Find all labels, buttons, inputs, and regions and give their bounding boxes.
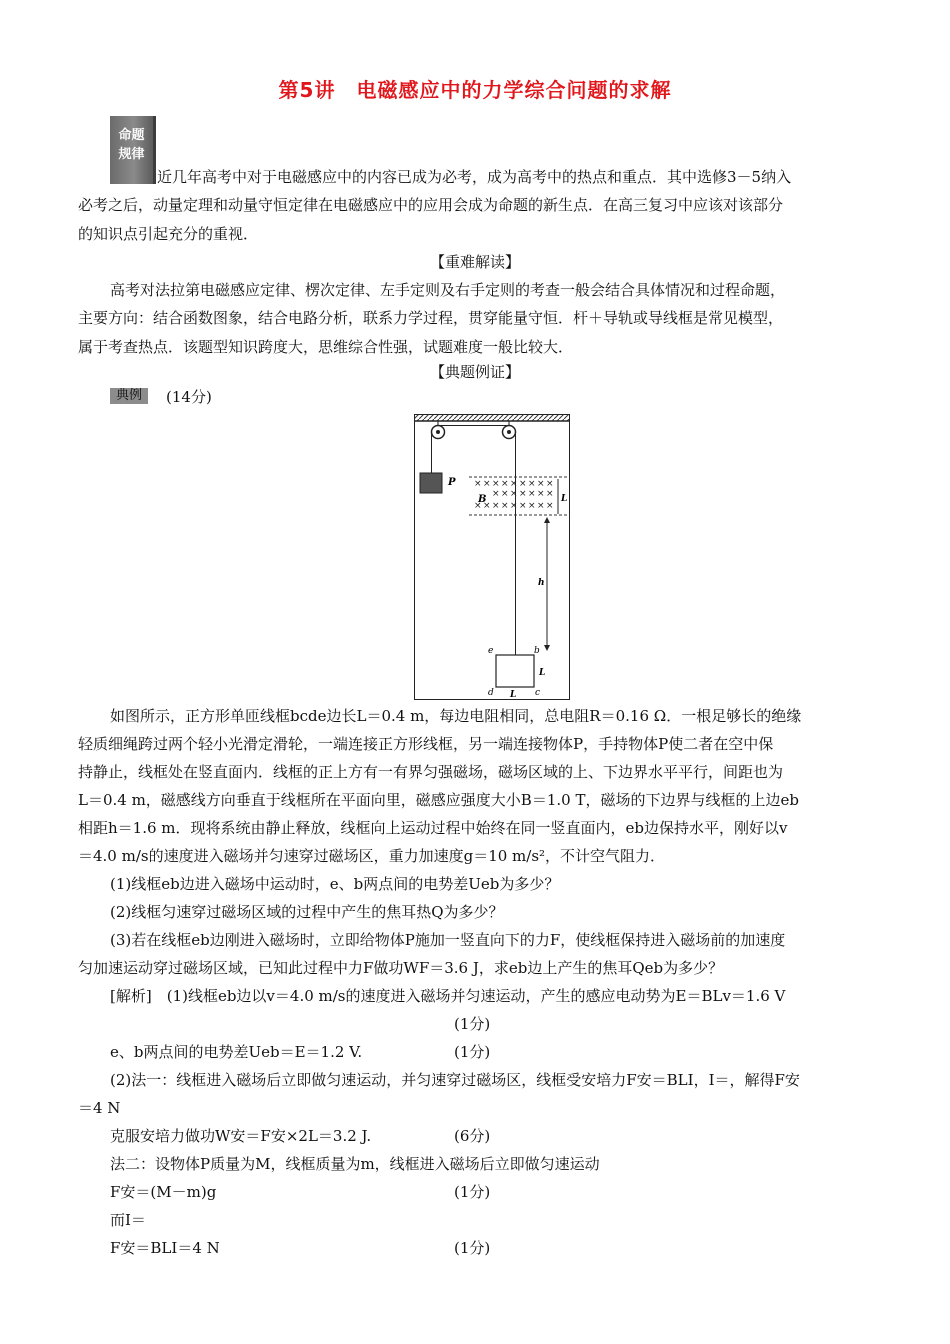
solution-line-5: 克服安培力做功W安＝F安×2L＝3.2 J. [110,1127,372,1145]
solution-score-5: (1分) [454,1239,491,1257]
field-cross: × [474,501,482,511]
example-tag: 典例 [110,388,148,404]
field-cross: × [537,489,545,499]
field-cross: × [546,489,554,499]
problem-line-3: 持静止，线框处在竖直面内．线框的正上方有一有界匀强磁场，磁场区域的上、下边界水平平行，间距也为 [78,763,784,781]
physics-figure [414,414,570,700]
rule-badge [110,116,156,184]
field-cross: × [546,479,554,489]
intro-line-2: 必考之后，动量定理和动量守恒定律在电磁感应中的应用会成为命题的新生点．在高三复习中应该对该部分 [78,196,784,214]
solution-score-2: (1分) [454,1043,491,1061]
intro-line-3: 的知识点引起充分的重视． [78,225,259,243]
analysis-line-3: 属于考查热点．该题型知识跨度大，思维综合性强，试题难度一般比较大． [78,338,574,356]
solution-line-4: ＝4 N [78,1099,121,1117]
problem-line-5: 相距h＝1.6 m．现将系统由静止释放，线框向上运动过程中始终在同一竖直面内，eb边保持水平，刚好以v [78,819,788,837]
field-cross: × [492,479,500,489]
field-cross: × [537,501,545,511]
field-cross: × [510,501,518,511]
example-score: (14分) [166,388,212,406]
field-cross: × [492,501,500,511]
field-cross: × [501,489,509,499]
field-cross: × [519,501,527,511]
field-cross: × [492,489,500,499]
field-cross: × [528,501,536,511]
label-B: B [478,494,487,505]
label-d: d [488,688,494,698]
field-cross: × [519,489,527,499]
label-c: c [535,688,541,698]
field-cross: × [537,479,545,489]
question-1: (1)线框eb边进入磁场中运动时，e、b两点间的电势差Ueb为多少？ [110,875,560,893]
ceiling-hatch [415,415,569,421]
field-cross: × [510,479,518,489]
solution-line-9: F安＝BLI＝4 N [110,1239,220,1257]
field-cross: × [483,479,491,489]
solution-line-1: [解析] (1)线框eb边以v＝4.0 m/s的速度进入磁场并匀速运动，产生的感应电动势为E＝BLv＝1.6 V [110,987,786,1005]
field-cross: × [528,489,536,499]
badge-line-2: 规律 [118,147,145,162]
label-b: b [534,646,540,656]
question-3-line-1: (3)若在线框eb边刚进入磁场时，立即给物体P施加一竖直向下的力F，使线框保持进入磁场前的加速度 [110,931,786,949]
field-cross: × [501,479,509,489]
field-cross: × [474,479,482,489]
field-cross: × [501,501,509,511]
intro-line-1: 近几年高考中对于电磁感应中的内容已成为必考，成为高考中的热点和重点．其中选修3－5纳入 [157,168,792,186]
dim-h-arrow-bottom [544,645,550,651]
solution-line-3: (2)法一：线框进入磁场后立即做匀速运动，并匀速穿过磁场区，线框受安培力F安＝BLI，I＝，解得F安 [110,1071,800,1089]
section-heading-example: 【典题例证】 [429,363,520,381]
question-3-line-2: 匀加速运动穿过磁场区域，已知此过程中力F做功WF＝3.6 J，求eb边上产生的焦耳Qeb为多少？ [78,959,724,977]
field-cross: × [528,479,536,489]
label-h: h [538,578,545,588]
problem-line-2: 轻质细绳跨过两个轻小光滑定滑轮，一端连接正方形线框，另一端连接物体P，手持物体P使二者在空中保 [78,735,774,753]
label-P: P [448,477,456,488]
badge-line-1: 命题 [118,128,145,143]
solution-line-2: e、b两点间的电势差Ueb＝E＝1.2 V. [110,1043,363,1061]
pulley-left-axle [436,430,440,434]
label-e: e [488,646,494,656]
field-cross: × [546,501,554,511]
solution-line-6: 法二：设物体P质量为M，线框质量为m，线框进入磁场后立即做匀速运动 [110,1155,600,1173]
field-cross: × [483,501,491,511]
label-L-side: L [539,668,546,678]
field-cross: × [519,479,527,489]
solution-score-1: (1分) [454,1015,491,1033]
solution-line-7: F安＝(M－m)g [110,1183,217,1201]
question-2: (2)线框匀速穿过磁场区域的过程中产生的焦耳热Q为多少？ [110,903,504,921]
block-P [420,473,442,493]
square-frame-bcde [496,655,534,687]
figure-frame [415,415,570,700]
section-heading-analysis: 【重难解读】 [429,253,520,271]
page-title: 第5讲 电磁感应中的力学综合问题的求解 [278,78,672,102]
field-cross: × [510,489,518,499]
problem-line-6: ＝4.0 m/s的速度进入磁场并匀速穿过磁场区，重力加速度g＝10 m/s²，不计空气阻力． [78,847,666,865]
analysis-line-1: 高考对法拉第电磁感应定律、楞次定律、左手定则及右手定则的考查一般会结合具体情况和过程命题， [110,281,786,299]
analysis-line-2: 主要方向：结合函数图象，结合电路分析，联系力学过程，贯穿能量守恒．杆＋导轨或导线框是常见模型， [78,309,784,327]
solution-score-4: (1分) [454,1183,491,1201]
label-L-field: L [561,494,568,504]
pulley-right-axle [507,430,511,434]
solution-score-3: (6分) [454,1127,491,1145]
label-L-bottom: L [510,690,517,700]
dim-h-arrow-top [544,517,550,523]
problem-line-1: 如图所示，正方形单匝线框bcde边长L＝0.4 m，每边电阻相同，总电阻R＝0.16 Ω．一根足够长的绝缘 [110,707,802,725]
problem-line-4: L＝0.4 m，磁感线方向垂直于线框所在平面向里，磁感应强度大小B＝1.0 T，磁场的下边界与线框的上边eb [78,791,799,809]
solution-line-8: 而I＝ [110,1211,146,1229]
